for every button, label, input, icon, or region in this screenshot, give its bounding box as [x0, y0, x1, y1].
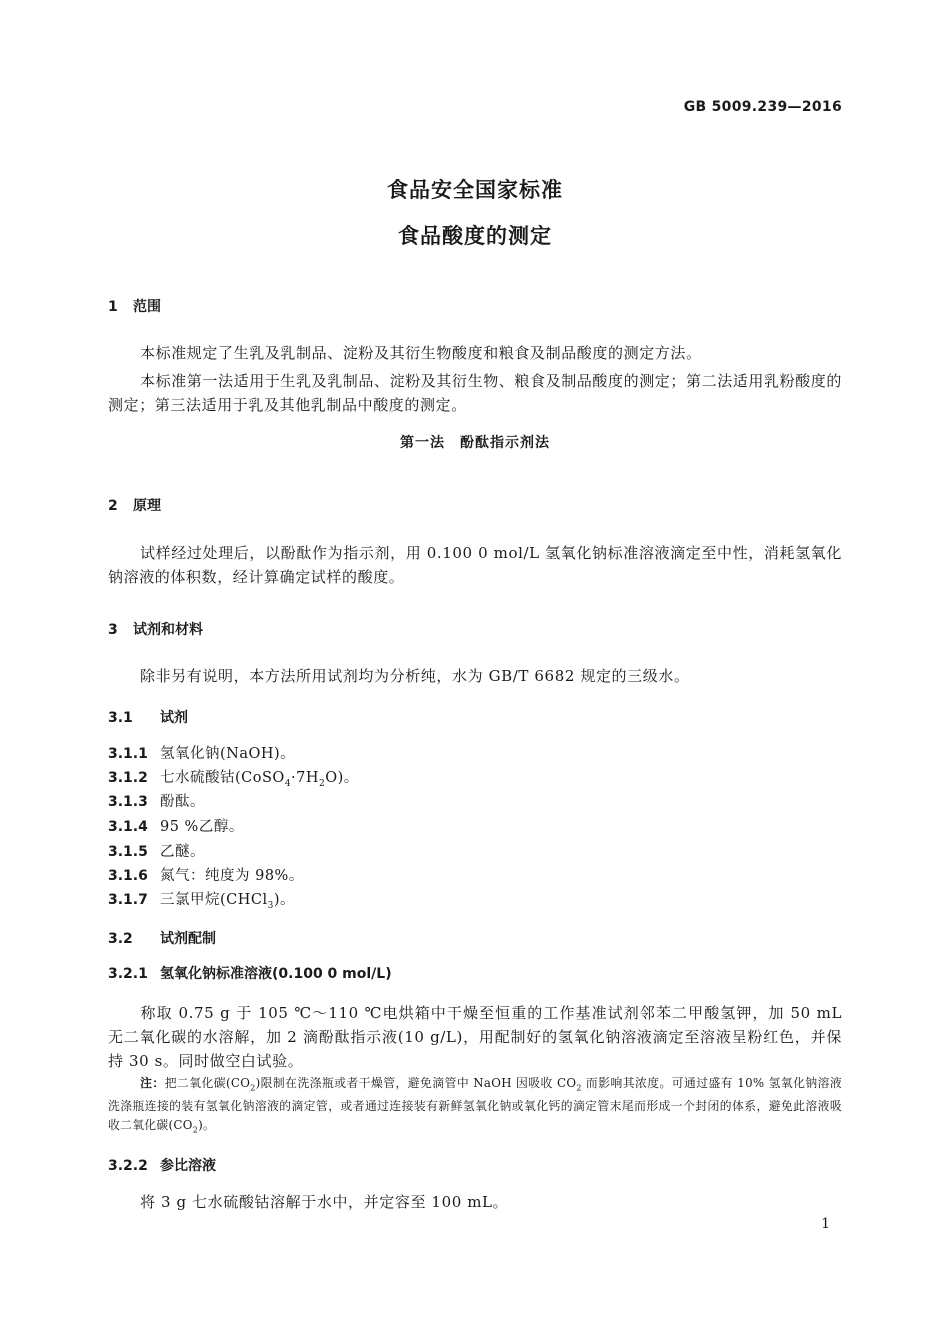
reagent-item	[108, 766, 359, 789]
section-3-paragraph-1	[108, 664, 842, 688]
document-title-line1: 食品安全国家标准	[387, 178, 563, 202]
section-2-paragraph-1	[108, 541, 842, 589]
section-title: 试剂配制	[160, 931, 216, 947]
item-text: 氢氧化钠(NaOH)。	[160, 746, 296, 762]
item-text: 95 %乙醇。	[160, 819, 244, 835]
page-number: 1	[821, 1216, 830, 1232]
section-number: 3.1	[108, 710, 133, 726]
section-number: 3	[108, 622, 118, 638]
item-number: 3.1.2	[108, 770, 148, 786]
section-1-paragraph-1	[108, 341, 842, 365]
section-title: 参比溶液	[160, 1158, 216, 1174]
section-title: 原理	[133, 498, 161, 514]
section-3-2-1-paragraph	[108, 1001, 842, 1073]
note-label: 注：	[140, 1076, 165, 1090]
item-text: 七水硫酸钴$(CoSO_4\cdot 7H_2O)$。	[160, 770, 359, 789]
standard-code: GB 5009.239—2016	[683, 99, 842, 115]
section-title: 氢氧化钠标准溶液	[160, 966, 272, 982]
item-number: 3.1.3	[108, 794, 148, 810]
section-3-2-heading	[108, 928, 216, 948]
reagent-item	[108, 742, 295, 763]
item-text: 酚酞。	[160, 794, 205, 810]
reagent-item	[108, 888, 295, 911]
paragraph-text: 除非另有说明，本方法所用试剂均为分析纯，水为 GB/T 6682 规定的三级水。	[140, 667, 690, 685]
section-number: 3.2	[108, 931, 133, 947]
item-number: 3.1.1	[108, 746, 148, 762]
section-3-heading	[108, 619, 203, 639]
item-number: 3.1.4	[108, 819, 148, 835]
reagent-item	[108, 840, 205, 861]
note-block: 注：把二氧化碳$(CO_2)$限制在洗涤瓶或者干燥管，避免滴管中 NaOH 因吸收 $CO_2$ 而影响其浓度。可通过盛有 10% 氢氧化钠溶液洗涤瓶连接的装有氢氧化钠溶液的滴定管，或者通过连接装有新鲜氢氧化钠或氧化钙的滴定管末尾而形成一个封闭的体系，避免此溶液吸收二氧化碳$(CO_2)$。	[108, 1076, 843, 1135]
section-number: 2	[108, 498, 118, 514]
item-number: 3.1.7	[108, 892, 148, 908]
item-number: 3.1.5	[108, 844, 148, 860]
paragraph-text: 将 3 g 七水硫酸钴溶解于水中，并定容至 100 mL。	[140, 1193, 509, 1211]
method-1-title: 第一法 酚酞指示剂法	[400, 435, 550, 451]
section-1-paragraph-2	[108, 369, 842, 417]
item-number: 3.1.6	[108, 868, 148, 884]
section-3-2-2-heading	[108, 1155, 216, 1175]
paragraph-text: 试样经过处理后，以酚酞作为指示剂，用 0.100 0 mol/L 氢氧化钠标准溶液滴定至中性，消耗氢氧化钠溶液的体积数，经计算确定试样的酸度。	[108, 544, 842, 586]
paragraph-text: 本标准第一法适用于生乳及乳制品、淀粉及其衍生物、粮食及制品酸度的测定；第二法适用乳粉酸度的测定；第三法适用于乳及其他乳制品中酸度的测定。	[108, 372, 843, 414]
section-3-2-2-paragraph	[108, 1190, 842, 1214]
paragraph-text: 本标准规定了生乳及乳制品、淀粉及其衍生物酸度和粮食及制品酸度的测定方法。	[140, 344, 702, 362]
section-3-2-1-heading	[108, 963, 392, 983]
reagent-item	[108, 815, 244, 836]
document-title-line2: 食品酸度的测定	[398, 224, 552, 248]
reagent-item	[108, 790, 205, 811]
reagent-item	[108, 864, 304, 885]
section-1-heading	[108, 296, 161, 316]
section-title-concentration: (0.100 0 mol/L)	[272, 966, 392, 982]
section-title: 范围	[133, 299, 161, 315]
section-number: 1	[108, 299, 118, 315]
section-number: 3.2.1	[108, 966, 148, 982]
item-text: 三氯甲烷(CHCl$_3$)。	[160, 892, 296, 911]
item-text: 氮气：纯度为 98%。	[160, 868, 304, 884]
paragraph-text: 称取 0.75 g 于 105 ℃～110 ℃电烘箱中干燥至恒重的工作基准试剂邻苯二甲酸氢钾，加 50 mL 无二氧化碳的水溶解，加 2 滴酚酞指示液(10 g/L)，用配制好的氢氧化钠溶液滴定至溶液呈粉红色，并保持 30 s。同时做空白试验。	[108, 1004, 842, 1070]
section-title: 试剂	[160, 710, 188, 726]
section-number: 3.2.2	[108, 1158, 148, 1174]
section-2-heading	[108, 495, 161, 515]
item-text: 乙醚。	[160, 844, 205, 860]
section-3-1-heading	[108, 707, 188, 727]
section-title: 试剂和材料	[133, 622, 203, 638]
